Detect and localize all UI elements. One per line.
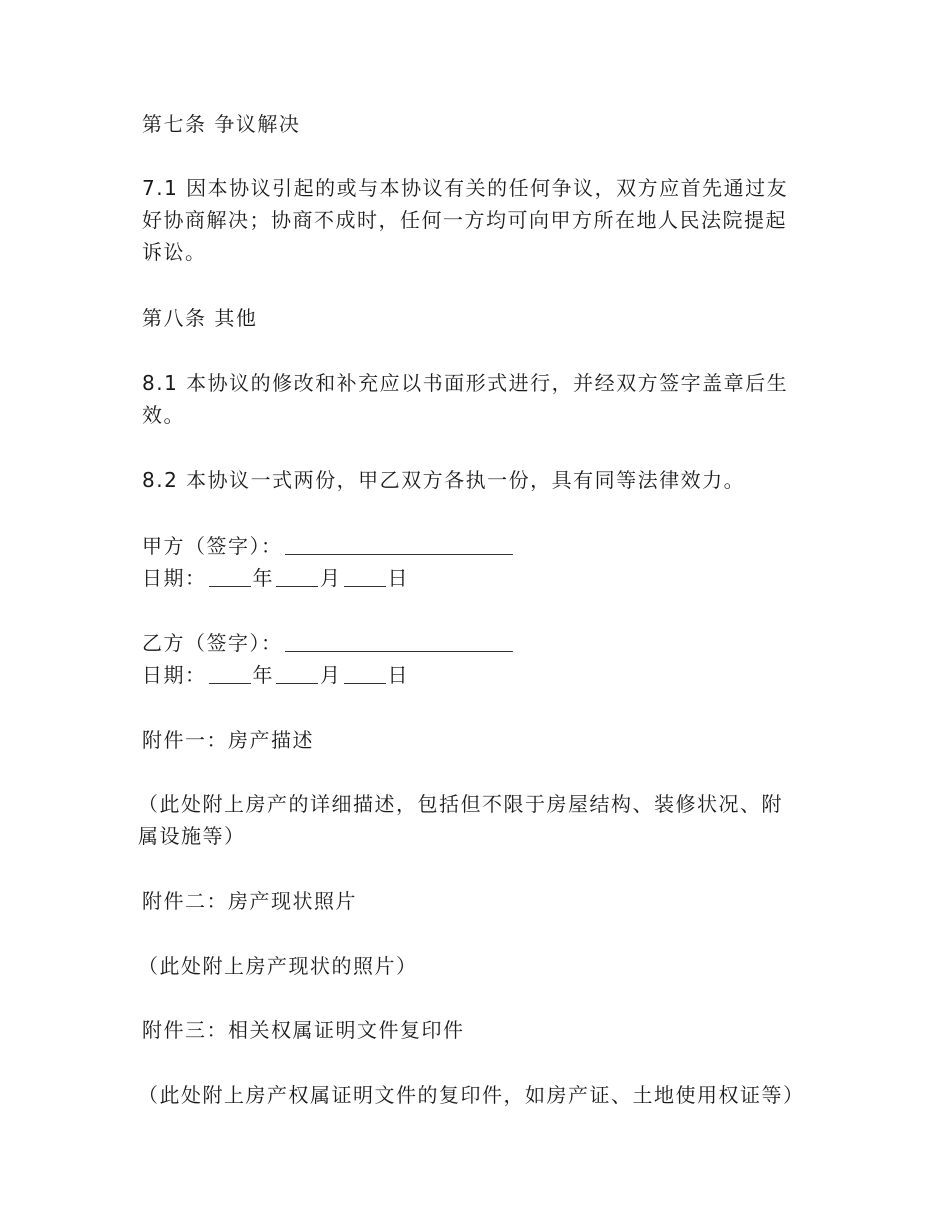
clause-8-2: 8.2 本协议一式两份，甲乙双方各执一份，具有同等法律效力。 [142, 468, 746, 492]
party-a-signature-row [142, 530, 513, 562]
party-b-signature-row [142, 627, 513, 659]
month-label: 月 [320, 566, 342, 590]
party-b-label: 乙方（签字）： [142, 631, 283, 655]
date-label: 日期： [142, 566, 207, 590]
attachment-2-note: （此处附上房产现状的照片） [138, 954, 418, 978]
year-label: 年 [252, 663, 274, 687]
day-label: 日 [387, 663, 409, 687]
attachment-3-note: （此处附上房产权属证明文件的复印件，如房产证、土地使用权证等） [138, 1083, 805, 1107]
month-blank[interactable] [276, 566, 318, 587]
clause-7-1-line: 好协商解决；协商不成时，任何一方均可向甲方所在地人民法院提起 [142, 208, 787, 232]
clause-7-1-line: 7.1 因本协议引起的或与本协议有关的任何争议，双方应首先通过友 [142, 176, 789, 200]
day-blank[interactable] [344, 566, 386, 587]
attachment-2-title: 附件二：房产现状照片 [142, 889, 357, 913]
year-blank[interactable] [209, 566, 251, 587]
party-b-date-row [142, 659, 409, 691]
year-label: 年 [252, 566, 274, 590]
clause-8-1 [142, 367, 802, 431]
party-a-signature-line[interactable] [285, 534, 513, 555]
clause-8-1-line: 8.1 本协议的修改和补充应以书面形式进行，并经双方签字盖章后生 [142, 371, 789, 395]
party-a-label: 甲方（签字）： [142, 534, 283, 558]
party-a-date-row [142, 562, 409, 594]
attachment-1-title: 附件一：房产描述 [142, 728, 314, 752]
attachment-3-title: 附件三：相关权属证明文件复印件 [142, 1018, 465, 1042]
day-blank[interactable] [344, 663, 386, 684]
clause-8-1-line: 效。 [142, 403, 185, 427]
date-label: 日期： [142, 663, 207, 687]
attachment-1-note [138, 788, 798, 852]
month-label: 月 [320, 663, 342, 687]
article-8-heading: 第八条 其他 [142, 306, 258, 330]
party-b-signature-line[interactable] [285, 631, 513, 652]
article-7-heading: 第七条 争议解决 [142, 112, 301, 136]
year-blank[interactable] [209, 663, 251, 684]
day-label: 日 [387, 566, 409, 590]
attachment-1-note-line: 属设施等） [138, 824, 246, 848]
month-blank[interactable] [276, 663, 318, 684]
clause-7-1-line: 诉讼。 [142, 240, 207, 264]
attachment-1-note-line: （此处附上房产的详细描述，包括但不限于房屋结构、装修状况、附 [138, 792, 783, 816]
clause-7-1 [142, 172, 802, 268]
